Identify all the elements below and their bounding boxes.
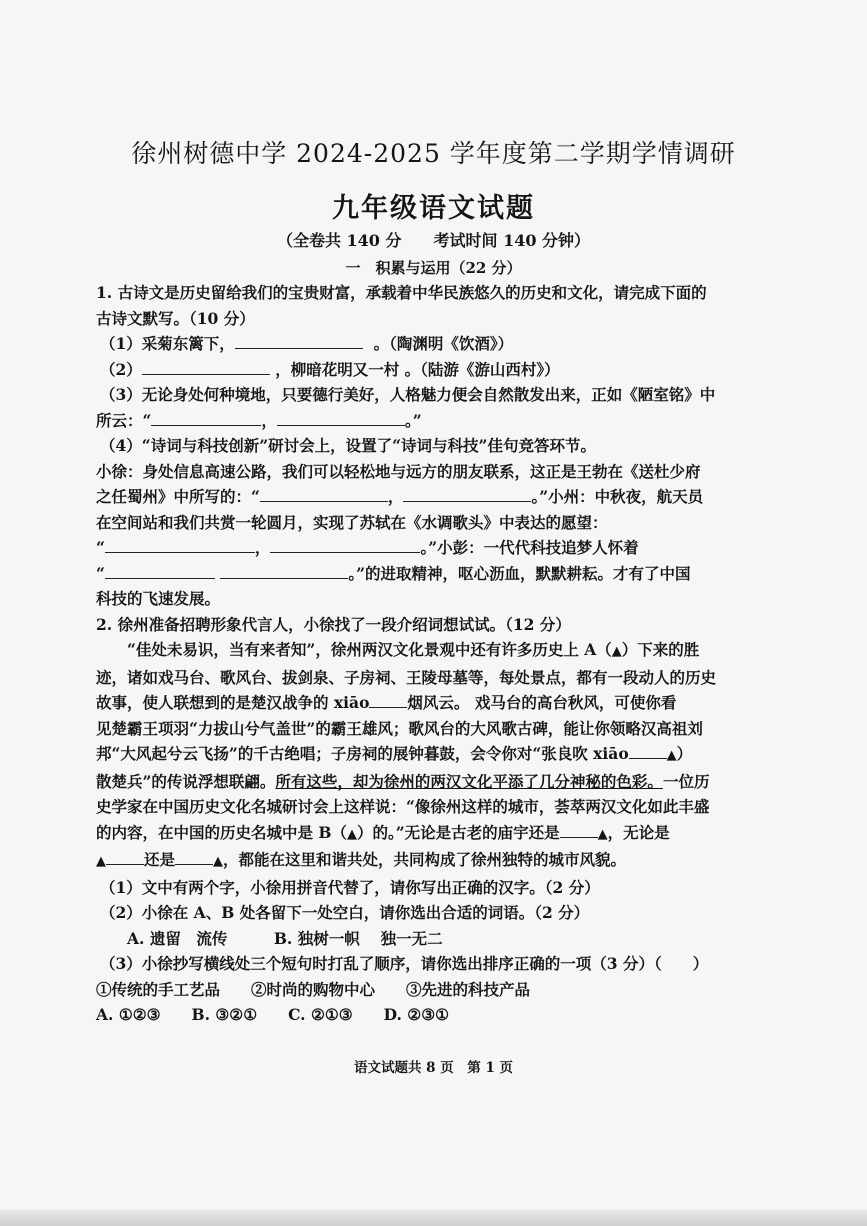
answer-blank[interactable] [220,561,348,579]
q1-item2: （2） ，柳暗花明又一村 。（陆游《游山西村》） [96,357,744,383]
q2-passage-line5: 邦“大风起兮云飞扬”的千古绝唱；子房祠的展钟暮鼓，会令你对“张良吹 xiāo ▲） [96,741,744,769]
q2-passage-line7: 史学家在中国历史文化名城研讨会上这样说：“像徐州这样的城市，荟萃两汉文化如此丰盛 [96,797,710,816]
exam-title: 九年级语文试题 [332,193,535,224]
underlined-sentence: 所有这些，却为徐州的两汉文化平添了几分神秘的色彩。 [275,771,663,791]
answer-blank[interactable] [369,690,407,708]
q2-stem: 2. 徐州准备招聘形象代言人，小徐找了一段介绍词想试试。（12 分） [96,614,571,634]
xiaopeng-line2: 科技的飞速发展。 [96,589,221,608]
xiaozhou-line: 在空间站和我们共赏一轮圆月，实现了苏轼在《水调歌头》中表达的愿望： [96,512,608,532]
q2-passage-line3: 故事，使人联想到的是楚汉战争的 xiāo 烟风云。 戏马台的高台秋风，可使你看 [96,690,744,716]
q1-stem-line2: 古诗文默写。（10 分） [96,308,255,328]
answer-blank[interactable] [403,484,531,502]
answer-blank[interactable] [270,535,420,553]
q2-sub2-options: A. 遗留 流传 B. 独树一帜 独一无二 [127,928,443,948]
xiaopeng-answers: “ 。”的进取精神，呕心沥血，默默耕耘。才有了中国 [96,561,744,587]
triangle-icon: ▲ [213,854,224,869]
answer-blank[interactable] [151,408,261,426]
answer-blank[interactable] [277,408,405,426]
q2-passage-line4: 见楚霸王项羽“力拔山兮气盖世”的霸王雄风；歌风台的大风歌古碑，能让你领略汉高祖刘 [96,718,703,738]
triangle-icon: ▲ [347,826,357,842]
answer-blank[interactable] [560,820,598,838]
q2-passage-line2: 迹，诸如戏马台、歌风台、拔剑泉、子房祠、王陵母墓等，每处景点，都有一段动人的历史 [96,667,717,687]
exam-info: （全卷共 140 分 考试时间 140 分钟） [276,231,591,250]
answer-blank[interactable] [105,535,255,553]
q2-sub2: （2）小徐在 A、B 处各留下一处空白，请你选出合适的词语。（2 分） [100,903,590,922]
q2-sub3: （3）小徐抄写横线处三个短句时打乱了顺序，请你选出排序正确的一项（3 分）（ ） [100,954,709,973]
q2-sub1: （1）文中有两个字，小徐用拼音代替了，请你写出正确的汉字。（2 分） [100,877,600,897]
answer-blank[interactable] [629,741,667,759]
answer-blank[interactable] [142,357,270,375]
school-title: 徐州树德中学 2024-2025 学年度第二学期学情调研 [131,139,736,168]
answer-blank[interactable] [106,847,144,865]
q2-passage-line9: ▲ 还是 ▲，都能在这里和谐共处，共同构成了徐州独特的城市风貌。 [96,847,744,875]
answer-blank[interactable] [105,561,215,579]
q1-item1: （1）采菊东篱下， 。（陶渊明《饮酒》） [96,331,744,357]
q2-sub3-items: ①传统的手工艺品 ②时尚的购物中心 ③先进的科技产品 [96,979,531,999]
triangle-icon: ▲ [666,748,677,763]
q1-item3-line1: （3）无论身处何种境地，只要德行美好，人格魅力便会自然散发出来，正如《陋室铭》中 [100,385,716,404]
triangle-icon: ▲ [96,854,106,869]
answer-blank[interactable] [260,484,388,502]
triangle-icon: ▲ [597,826,608,842]
xiaoxu-line1: 小徐：身处信息高速公路，我们可以轻松地与远方的朋友联系，这正是王勃在《送杜少府 [96,461,701,481]
q2-passage-line1: “佳处未易识，当有来者知”，徐州两汉文化景观中还有许多历史上 A（▲）下来的胜 [127,640,700,659]
page-footer: 语文试题共 8 页 第 1 页 [353,1060,514,1076]
q2-passage-line6: 散楚兵”的传说浮想联翩。所有这些，却为徐州的两汉文化平添了几分神秘的色彩。一位历 [96,771,710,791]
exam-content [96,280,744,1028]
triangle-icon: ▲ [611,644,622,659]
answer-blank[interactable] [235,331,363,349]
q1-stem-line1: 1. 古诗文是历史留给我们的宝贵财富，承载着中华民族悠久的历史和文化，请完成下面的 [96,283,707,302]
answer-blank[interactable] [175,847,213,865]
xiaozhou-answers: “ ， 。”小彭：一代代科技追梦人怀着 [96,535,744,561]
xiaoxu-line2: 之任蜀州》中所写的：“ ， 。”小州：中秋夜，航天员 [96,484,744,510]
q1-item3-line2: 所云：“ ， 。” [96,408,744,434]
q2-sub3-options: A. ①②③ B. ③②① C. ②①③ D. ②③① [96,1005,449,1024]
scan-edge [0,1210,867,1226]
q1-item4: （4）“诗词与科技创新”研讨会上，设置了“诗词与科技”佳句竞答环节。 [100,436,596,455]
section-title: 一 积累与运用（22 分） [345,259,522,277]
q2-passage-line8: 的内容，在中国的历史名城中是 B（▲）的。”无论是古老的庙宇还是 ▲，无论是 [96,820,744,848]
